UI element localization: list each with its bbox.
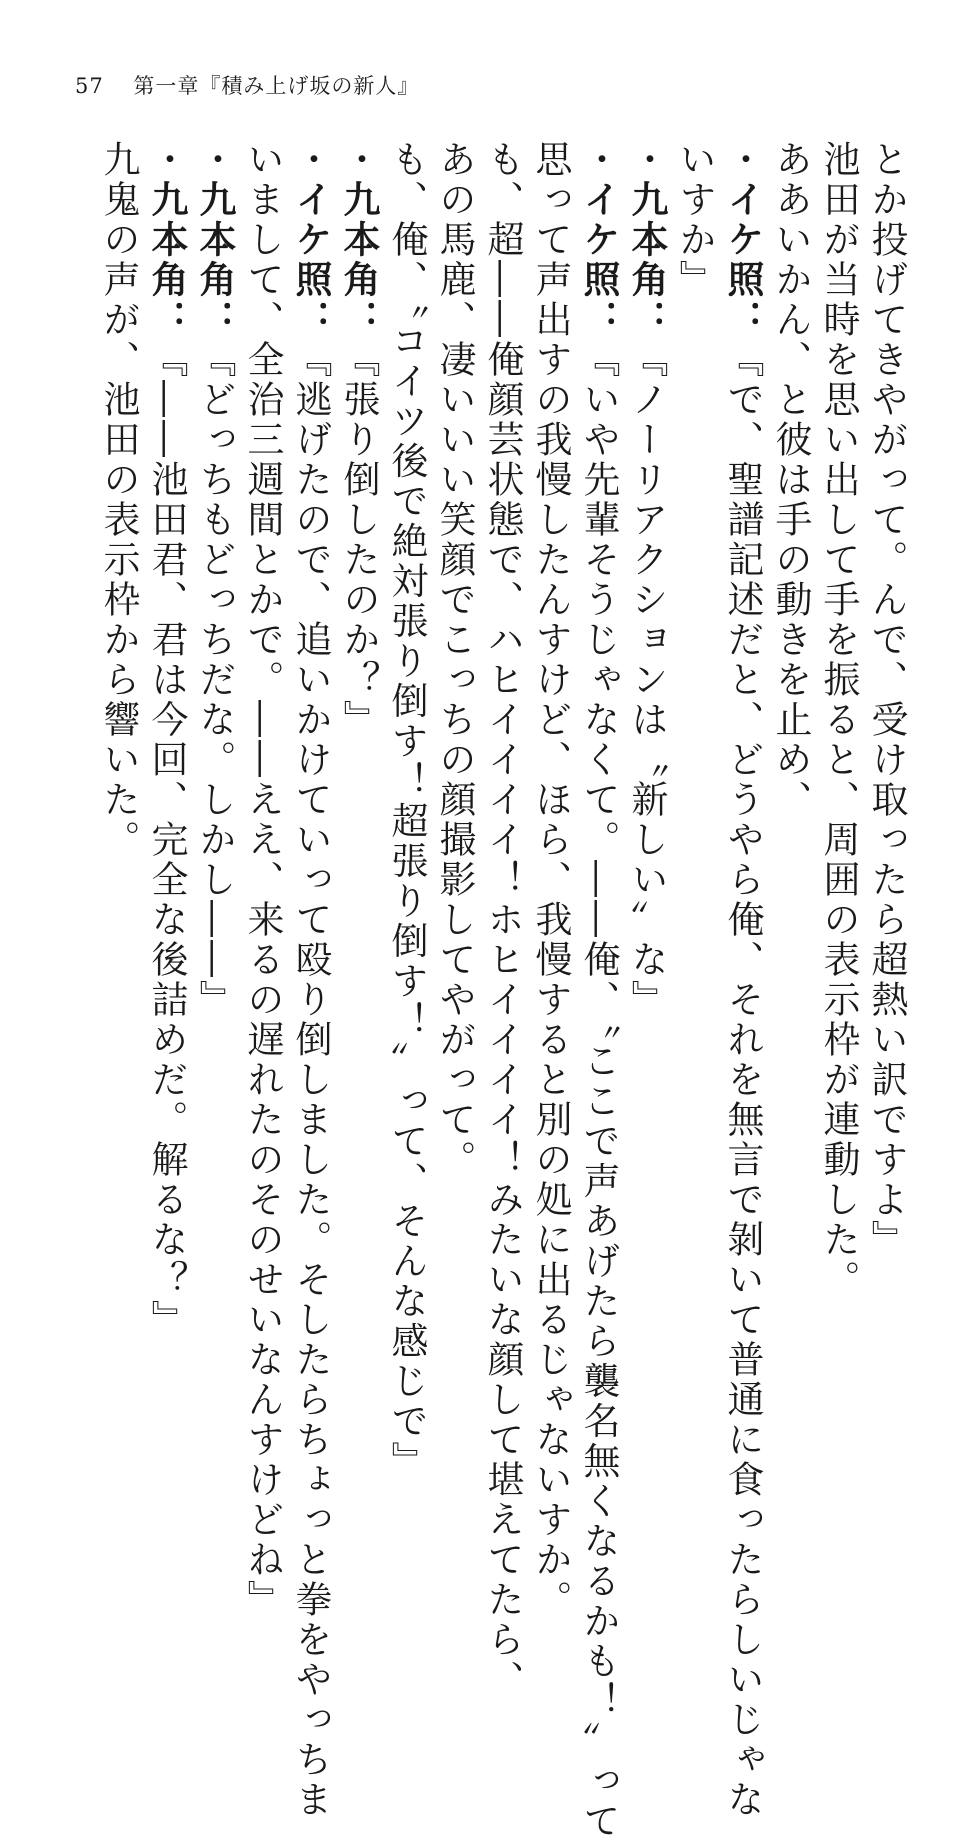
speaker-name: 九本角： <box>625 180 668 340</box>
dialogue-line <box>286 140 334 1820</box>
line-text: も、俺、〝コイツ後で絶対張り倒す！超張り倒す！〟って、そんな感じで』 <box>385 140 428 1482</box>
text-line <box>382 140 430 1482</box>
line-text: 思って声出すの我慢したんすけど、ほら、我慢すると別の処に出るじゃないすか。 <box>529 140 572 1620</box>
line-text: あの馬鹿、凄いいい笑顔でこっちの顔撮影してやがって。 <box>433 140 476 1180</box>
text-line <box>814 140 862 1360</box>
dialogue-line <box>334 140 382 1360</box>
speaker-bullet: ・ <box>721 140 764 180</box>
vertical-body-text <box>70 140 910 1842</box>
speaker-bullet: ・ <box>577 140 620 180</box>
page-number: 57 <box>75 74 104 98</box>
text-line <box>238 140 286 1620</box>
line-text: も、超――俺顔芸状態で、ハヒイイイイ！ホヒイイイイ！みたいな顔して堪えてたら、 <box>481 140 524 1700</box>
text-line <box>478 140 526 1700</box>
dialogue-line <box>190 140 238 1360</box>
speaker-name: 九本角： <box>145 180 188 340</box>
line-text: 『いや先輩そうじゃなくて。――俺、〝ここで声あげたら襲名無くなるかも！〟って <box>577 340 620 1842</box>
line-text: とか投げてきやがって。んで、受け取ったら超熱い訳ですよ』 <box>865 140 908 1260</box>
chapter-title: 第一章『積み上げ坂の新人』 <box>133 74 420 98</box>
page-header <box>75 70 419 100</box>
line-text: 九鬼の声が、池田の表示枠から響いた。 <box>97 140 140 860</box>
line-text: 『張り倒したのか？』 <box>337 340 380 740</box>
text-line <box>862 140 910 1360</box>
line-text: いすか』 <box>673 140 716 300</box>
text-line <box>94 140 142 1360</box>
speaker-bullet: ・ <box>193 140 236 180</box>
text-line <box>766 140 814 1360</box>
text-line <box>670 140 718 1360</box>
line-text: 『――池田君、君は今回、完全な後詰めだ。解るな？』 <box>145 340 188 1340</box>
dialogue-line <box>574 140 622 1842</box>
line-text: 池田が当時を思い出して手を振ると、周囲の表示枠が連動した。 <box>817 140 860 1300</box>
speaker-name: イケ照： <box>721 180 764 340</box>
line-text: 『ノーリアクションは〝新しい〟な』 <box>625 340 668 1020</box>
speaker-bullet: ・ <box>337 140 380 180</box>
speaker-name: イケ照： <box>577 180 620 340</box>
line-text: いまして、全治三週間とかで。――ええ、来るの遅れたのそのせいなんすけどね』 <box>241 140 284 1620</box>
speaker-name: 九本角： <box>193 180 236 340</box>
speaker-name: 九本角： <box>337 180 380 340</box>
line-text: 『で、聖譜記述だと、どうやら俺、それを無言で剝いて普通に食ったらしいじゃな <box>721 340 764 1820</box>
speaker-name: イケ照： <box>289 180 332 340</box>
speaker-bullet: ・ <box>625 140 668 180</box>
line-text: ああいかん、と彼は手の動きを止め、 <box>769 140 812 820</box>
speaker-bullet: ・ <box>145 140 188 180</box>
text-line <box>430 140 478 1360</box>
line-text: 『どっちもどっちだな。しかし――』 <box>193 340 236 1020</box>
dialogue-line <box>142 140 190 1360</box>
dialogue-line <box>718 140 766 1820</box>
speaker-bullet: ・ <box>289 140 332 180</box>
dialogue-line <box>622 140 670 1360</box>
line-text: 『逃げたので、追いかけていって殴り倒しました。そしたらちょっと拳をやっちま <box>289 340 332 1820</box>
text-line <box>526 140 574 1620</box>
